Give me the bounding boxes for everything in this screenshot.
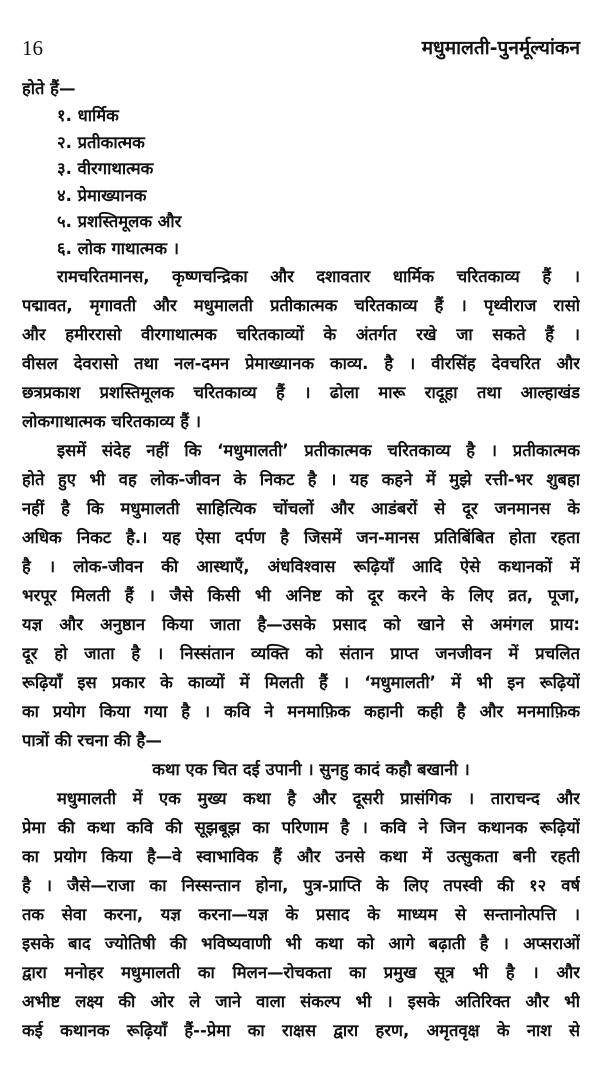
- paragraph-2: [22, 436, 580, 755]
- intro-line: होते हैं—: [22, 79, 76, 98]
- paragraph-3: [22, 784, 580, 1045]
- list-item: ४. प्रेमाख्यानक: [57, 185, 147, 205]
- text-line: का प्रयोग किया गया है । कवि ने मनमाफ़िक कहानी कही है और मनमाफ़िक: [22, 702, 580, 721]
- text-line: वीसल देवरासो तथा नल-दमन प्रेमाख्यानक काव्य. है । वीरसिंह देवचरित और: [22, 354, 580, 373]
- text-line: लोकगाथात्मक चरितकाव्य हैं ।: [22, 412, 201, 431]
- text-line: नहीं है कि मधुमालती साहित्यिक चोंचलों और आडंबरों से दूर जनमानस के: [22, 499, 580, 518]
- list-item: २. प्रतीकात्मक: [57, 132, 145, 152]
- text-line: रूढ़ियाँ इस प्रकार के काव्यों में मिलती हैं । ‘मधुमालती’ में भी इन रूढ़ियों: [22, 673, 580, 692]
- page-number: 16: [22, 36, 43, 60]
- text-line: प्रेमा की कथा कवि की सूझबूझ का परिणाम है । कवि ने जिन कथानक रूढ़ियों: [22, 818, 580, 837]
- text-line: है । जैसे—राजा का निस्सन्तान होना, पुत्र-प्राप्ति के लिए तपस्वी की १२ वर्ष: [22, 876, 580, 895]
- list-item: ६. लोक गाथात्मक ।: [57, 238, 180, 258]
- text-line: अभीष्ट लक्ष्य की ओर ले जाने वाला संकल्प भी । इसके अतिरिक्त और भी: [22, 992, 580, 1011]
- text-line: और हमीररासो वीरगाथात्मक चरितकाव्यों के अंतर्गत रखे जा सकते हैं ।: [22, 325, 580, 344]
- text-line: रामचरितमानस, कृष्णचन्द्रिका और दशावतार धार्मिक चरितकाव्य हैं ।: [57, 267, 580, 286]
- text-line: कई कथानक रूढ़ियाँ हैं--प्रेमा का राक्षस द्वारा हरण, अमृतवृक्ष के नाश से: [22, 1021, 580, 1040]
- text-line: इसके बाद ज्योतिषी की भविष्यवाणी भी कथा को आगे बढ़ाती है । अप्सराओं: [22, 934, 580, 953]
- text-line: पद्मावत, मृगावती और मधुमालती प्रतीकात्मक चरितकाव्य हैं । पृथ्वीराज रासो: [22, 296, 580, 315]
- text-line: मधुमालती में एक मुख्य कथा है और दूसरी प्रासंगिक । ताराचन्द और: [57, 789, 580, 808]
- text-line: होते हुए भी वह लोक-जीवन के निकट है । यह कहने में मुझे रत्ती-भर शुबहा: [22, 470, 580, 489]
- text-line: तक सेवा करना, यज्ञ करना—यज्ञ के प्रसाद के माध्यम से सन्तानोत्पत्ति ।: [22, 905, 580, 924]
- text-line: छत्रप्रकाश प्रशस्तिमूलक चरितकाव्य हैं । ढोला मारू रादूहा तथा आल्हाखंड: [22, 383, 580, 402]
- text-line: अधिक निकट है.। यह ऐसा दर्पण है जिसमें जन-मानस प्रतिबिंबित होता रहता: [22, 528, 580, 547]
- verse-quote: कथा एक चित दई उपानी । सुनहु कादं कहौ बखानी ।: [152, 760, 470, 779]
- text-line: भरपूर मिलती हैं । जैसे किसी भी अनिष्ट को दूर करने के लिए व्रत, पूजा,: [22, 586, 580, 605]
- text-line: द्वारा मनोहर मधुमालती का मिलन—रोचकता का प्रमुख सूत्र भी है । और: [22, 963, 580, 982]
- list-item: १. धार्मिक: [57, 106, 119, 125]
- text-line: है । लोक-जीवन की आस्थाएँ, अंधविश्वास रूढ़ियाँ आदि ऐसे कथानकों में: [22, 557, 580, 576]
- list-item: ३. वीरगाथात्मक: [57, 159, 154, 178]
- list-item: ५. प्रशस्तिमूलक और: [57, 212, 182, 231]
- text-line: यज्ञ और अनुष्ठान किया जाता है—उसके प्रसाद को खाने से अमंगल प्राय:: [22, 615, 580, 634]
- page-body: [22, 74, 580, 1045]
- text-line: इसमें संदेह नहीं कि ‘मधुमालती’ प्रतीकात्मक चरितकाव्य है । प्रतीकात्मक: [57, 441, 580, 460]
- paragraph-1: [22, 262, 580, 436]
- text-line: दूर हो जाता है । निस्संतान व्यक्ति को संतान प्राप्त जनजीवन में प्रचलित: [22, 644, 580, 663]
- text-line: पात्रों की रचना की है—: [22, 731, 162, 750]
- genre-list: [22, 103, 580, 262]
- text-line: का प्रयोग किया है—वे स्वाभाविक हैं और उनसे कथा में उत्सुकता बनी रहती: [22, 847, 580, 866]
- running-title: मधुमालती-पुनर्मूल्यांकन: [421, 37, 580, 59]
